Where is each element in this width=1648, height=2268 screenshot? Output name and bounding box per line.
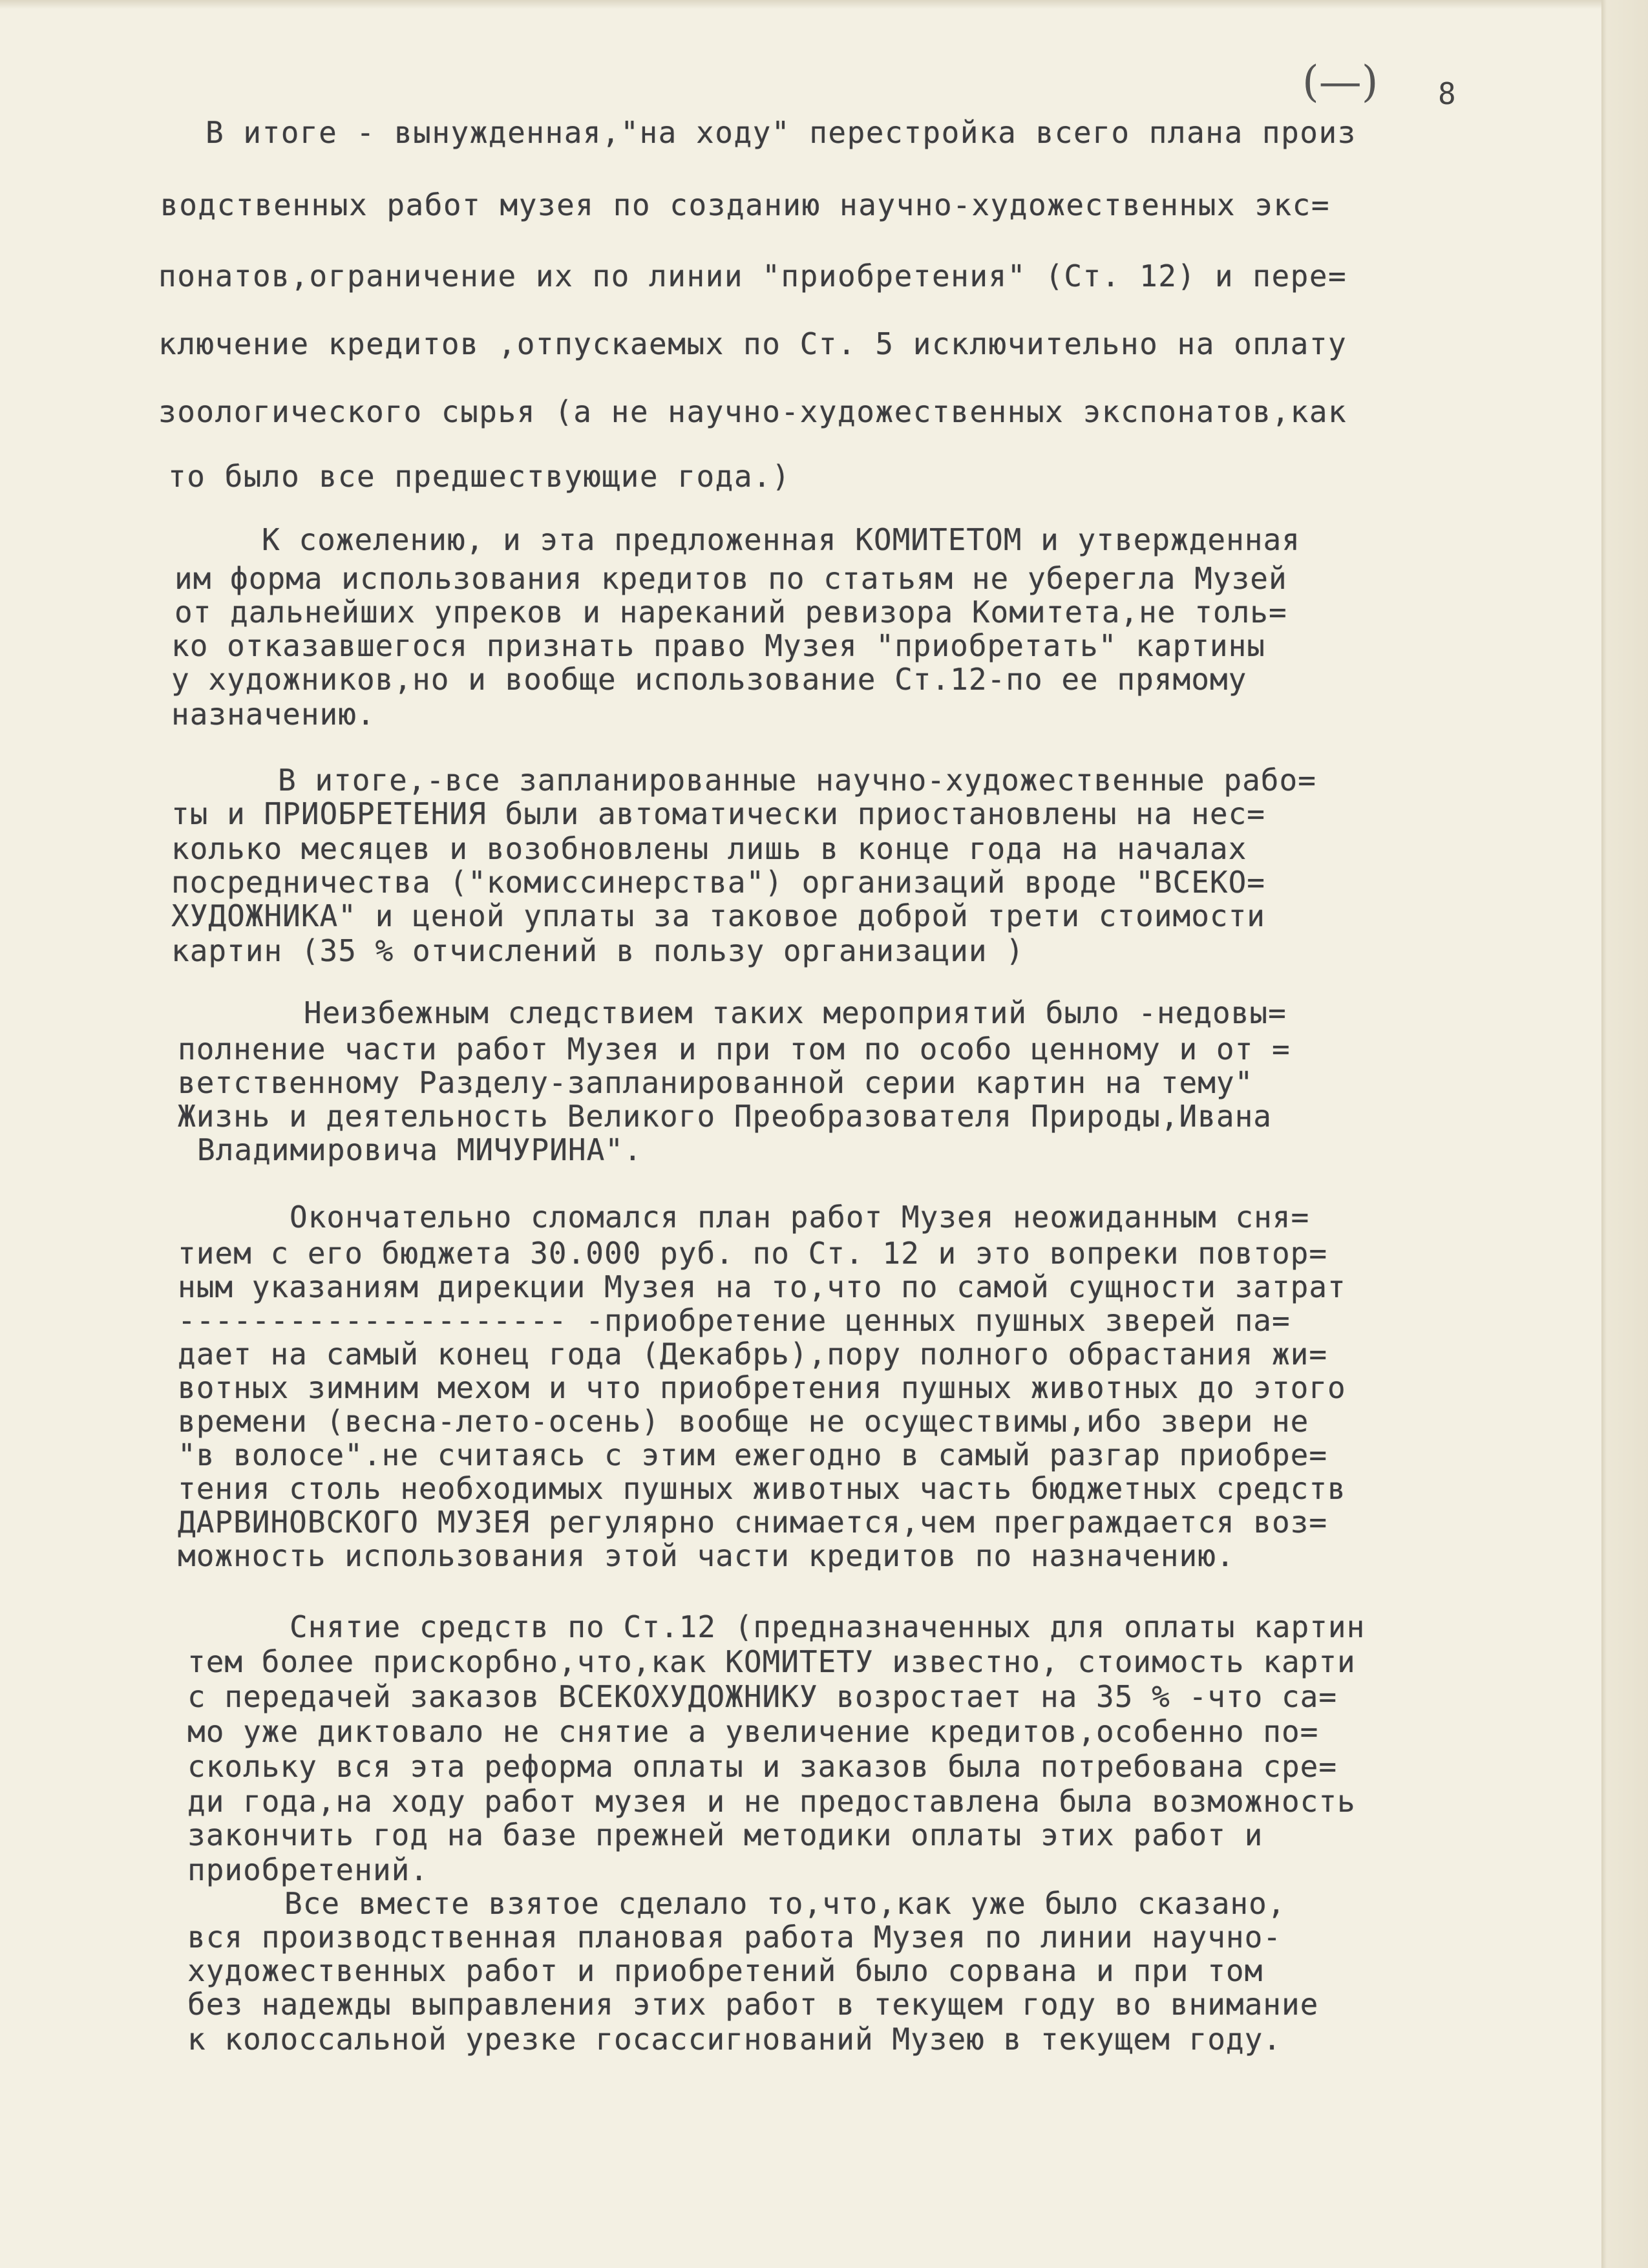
text-line: без надежды выправления этих работ в текущем году во внимание xyxy=(187,1987,1319,2022)
text-line: ДАРВИНОВСКОГО МУЗЕЯ регулярно снимается,чем преграждается воз= xyxy=(178,1505,1328,1540)
text-line: колько месяцев и возобновлены лишь в конце года на началах xyxy=(171,831,1247,866)
text-line: времени (весна-лето-осень) вообще не осуществимы,ибо звери не xyxy=(178,1404,1309,1439)
text-line: ХУДОЖНИКА" и ценой уплаты за таковое доброй трети стоимости xyxy=(171,898,1265,933)
text-line: Все вместе взятое сделало то,что,как уже было сказано, xyxy=(284,1886,1286,1921)
text-line: скольку вся эта реформа оплаты и заказов была потребована сре= xyxy=(187,1749,1338,1784)
text-line: В итоге - вынужденная,"на ходу" перестройка всего плана произ xyxy=(206,115,1357,150)
text-line: ным указаниям дирекции Музея на то,что по самой сущности затрат xyxy=(178,1269,1346,1304)
text-line: тем более прискорбно,что,как КОМИТЕТУ известно, стоимость карти xyxy=(187,1644,1356,1679)
text-line: вотных зимним мехом и что приобретения пушных животных до этого xyxy=(178,1370,1346,1405)
text-line: водственных работ музея по созданию научно-художественных экс= xyxy=(160,187,1331,222)
scan-shadow xyxy=(0,0,1601,9)
text-line: Снятие средств по Ст.12 (предназначенных для оплаты картин xyxy=(290,1609,1366,1644)
text-line: вся производственная плановая работа Музея по линии научно- xyxy=(187,1920,1282,1955)
text-line: "в волосе".не считаясь с этим ежегодно в самый разгар приобре= xyxy=(178,1437,1328,1472)
text-line: ты и ПРИОБРЕТЕНИЯ были автоматически приостановлены на нес= xyxy=(171,796,1265,831)
text-line: тием с его бюджета 30.000 руб. по Ст. 12 и это вопреки повтор= xyxy=(178,1236,1328,1271)
text-line: у художников,но и вообще использование Ст.12-по ее прямому xyxy=(171,662,1247,697)
text-line: дает на самый конец года (Декабрь),пору полного обрастания жи= xyxy=(178,1337,1328,1372)
text-line: понатов,ограничение их по линии "приобретения" (Ст. 12) и пере= xyxy=(158,259,1347,293)
text-line: Неизбежным следствием таких мероприятий было -недовы= xyxy=(304,995,1287,1030)
text-line: им форма использования кредитов по статьям не уберегла Музей xyxy=(174,561,1287,596)
text-line: картин (35 % отчислений в пользу организации ) xyxy=(171,933,1024,968)
text-line: зоологического сырья (а не научно-художественных экспонатов,как xyxy=(158,394,1347,429)
text-line: К сожелению, и эта предложенная КОМИТЕТОМ и утвержденная xyxy=(262,522,1300,557)
text-line: Владимировича МИЧУРИНА". xyxy=(197,1132,642,1167)
text-line: ветственному Разделу-запланированной серии картин на тему" xyxy=(178,1065,1254,1100)
paper-edge xyxy=(1601,0,1648,2268)
text-line: художественных работ и приобретений было сорвана и при том xyxy=(187,1953,1263,1988)
text-line: Окончательно сломался план работ Музея неожиданным сня= xyxy=(290,1200,1310,1235)
text-line: полнение части работ Музея и при том по особо ценному и от = xyxy=(178,1032,1291,1066)
text-line: можность использования этой части кредитов по назначению. xyxy=(178,1538,1235,1573)
text-line: тения столь необходимых пушных животных часть бюджетных средств xyxy=(178,1471,1346,1506)
text-line: ди года,на ходу работ музея и не предоставлена была возможность xyxy=(187,1784,1356,1819)
text-line: с передачей заказов ВСЕКОХУДОЖНИКУ возростает на 35 % -что са= xyxy=(187,1679,1338,1714)
text-line: закончить год на базе прежней методики оплаты этих работ и xyxy=(187,1818,1263,1852)
text-line: мо уже диктовало не снятие а увеличение кредитов,особенно по= xyxy=(187,1714,1319,1749)
text-line: --------------------- -приобретение ценных пушных зверей па= xyxy=(178,1303,1291,1338)
text-line: назначению. xyxy=(171,697,375,732)
text-line: В итоге,-все запланированные научно-художественные рабо= xyxy=(278,763,1316,798)
text-line: Жизнь и деятельность Великого Преобразователя Природы,Ивана xyxy=(178,1099,1272,1134)
page-number: 8 xyxy=(1438,76,1457,111)
text-line: к колоссальной урезке госассигнований Музею в текущем году. xyxy=(187,2022,1282,2057)
text-line: от дальнейших упреков и нареканий ревизора Комитета,не толь= xyxy=(174,595,1287,630)
text-line: посредничества ("комиссинерства") организаций вроде "ВСЕКО= xyxy=(171,865,1265,900)
text-line: приобретений. xyxy=(187,1852,429,1887)
text-line: ключение кредитов ,отпускаемых по Ст. 5 исключительно на оплату xyxy=(158,326,1347,361)
text-line: то было все предшествующие года.) xyxy=(168,459,791,494)
text-line: ко отказавшегося признать право Музея "приобретать" картины xyxy=(171,628,1265,663)
page-mark: (—) xyxy=(1302,57,1379,107)
